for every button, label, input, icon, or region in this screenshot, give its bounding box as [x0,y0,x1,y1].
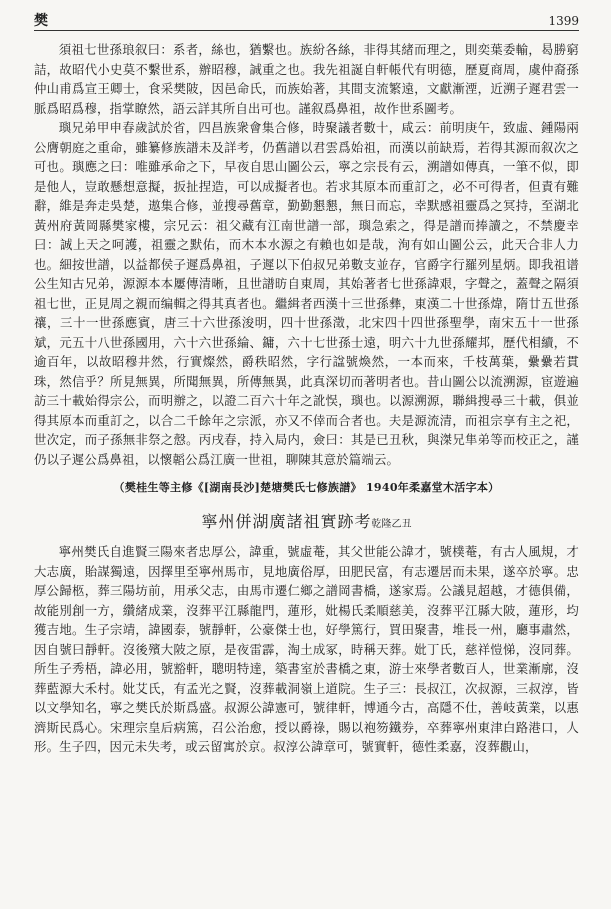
body-paragraph-1: 須祖七世孫琅叙曰：系者，絲也，猶繫也。族紛各絲，非得其緒而理之，則奕葉委輸，曷勝窮詰，故昭代小史莫不繫世系，辦昭穆，誠重之也。我先祖誕自軒帳代有明德，歷夏商周，虞仲裔孫仲山甫爲宣王卿士，食采樊陂，因邑命氏，而族始著，其間支流繁遠，文獻漸湮，近溯子遲君雲一脈爲昭爲穆，指掌瞭然，語云詳其所自出可也。謹叙爲鼻祖，故作世系圖考。 [34,42,579,116]
article-title-text: 寧州併湖廣諸祖實跡考 [201,512,372,531]
running-title: 樊 [34,13,48,29]
article-title-note: 乾隆乙丑 [371,519,412,530]
page-number: 1399 [548,14,579,28]
article-title [34,509,579,532]
article-paragraph-1: 寧州樊氏自進賢三陽來者忠厚公，諱重，號虛菴，其父世能公諱才，號樸菴，有古人風規，才大志廣，貽謀獨遠，因擇里至寧州馬市，見地廣俗厚，田肥民富，有志遷居而未果，遂卒於寧。忠厚公歸柩，葬三陽坊前，用承父志，由馬市遷仁鄉之譜岡書橋，遂家焉。公議見超越，才德俱備，故能別創一方，纘緒成業，沒葬平江縣龍門，蓮形，妣楊氏柔順慈美，沒葬平江縣大陂，蓮形，均獲吉地。生子宗靖，諱國泰，號靜軒，公豪傑士也，好學篤行，買田聚書，堆長一州，廳事肅然，因自號曰靜軒。沒後殯大陂之原，是夜雷霹，淘土成冢，時稱天葬。妣丁氏，慈祥愷悌，沒同葬。所生子秀梧，諱必用，號豁軒，聰明特達，築書室於書橋之東，游士來學者數百人，世業漸廓，沒葬藍源大禾村。妣艾氏，有孟光之賢，沒葬載洞嶺上道院。生子三：長叔江，次叔源，三叔淳，皆以文學知名，寧之樊氏於斯爲盛。叔源公諱憲可，號律軒，博通今古，高隱不仕，善岐黃業，以惠濟斯民爲心。宋理宗皇后病篤，召公治愈，授以爵祿，賜以袍笏鐵券，卒葬寧州東津白路港口，人形。生子四，因元未失考，或云留寓於京。叔淳公諱章可，號實軒，德性柔嘉，沒葬觀山， [34,544,579,754]
article-body [34,542,579,757]
page-body [34,40,579,757]
page-header [34,8,579,31]
source-citation: （樊桂生等主修《[湖南長沙]楚塘樊氏七修族譜》 1940年柔嘉堂木活字本） [113,481,500,494]
body-paragraph-2: 璵兄弟甲申春歲試於省，四昌族衆會集合修，時聚議者數十，咸云：前明庚午，致虛、鍾陽兩公膺朝庭之重命，雖纂修族譜未及詳考，仍舊譜以君雲爲始祖，而漢以前缺焉，若得其源而叙次之可也。璵應之曰：唯雖承命之下，早夜自思山圖公云，寧之宗長有云，溯譜如傳真，一筆不似，即是他人，豈敢懸想意擬，扳扯捏造，可以成擬者也。若求其原本而重訂之，必不可得者，但責有難辭，維是奔走吳楚，遨集合修，並搜尋舊章，勤勤懇懇，無日而忘，幸默感祖靈爲之冥持，至湖北黃州府黃岡縣樊家樓，宗兄云：祖父藏有江南世譜一部，璵急索之，得是譜而捧讀之，不禁慶幸曰：誠上天之呵護，祖靈之默佑，而木本水源之有賴也如是哉，洵有如山圖公云，此天合非人力也。細按世譜，以益都侯子遲爲鼻祖，子遲以下伯叔兄弟數支並存，官爵字行羅列星炳。即我祖谱公生知古兄弟，源源本本屢傳清晰，且世譜昉自東周，其始著者七世孫諱艰，字聲之，蓋聲之隔須祖七世，正見周之親而编輯之得其真者也。繼緝者西漢十三世孫彝，東漢二十世孫煒，隋廿五世孫禳，三十一世孫應賓，唐三十六世孫浚明，四十世孫澂，北宋四十四世孫聖學，南宋五十一世孫斌，元五十八世孫國用，六十六世孫綸、鏞，六十七世孫士遠，明六十九世孫耀邦，歷代相續，不逾百年，以故昭穆井然，行實燦然，爵秩昭然，字行諡號煥然，一本而來，千枝萬葉，纍纍若貫珠，然信乎？所見無異，所聞無異，所傳無異，此真深切而著明者也。昔山圖公以流溯源，宦遊遍訪三十載始得宗公，而明辦之，以證二百六十年之訛悮，璵也。以源溯源，聯緝搜尋三十載，俱並得其原本而重訂之，以合二千餘年之宗派，亦又不倖而合者也。夫是源流清，而祖宗享有主之祀，世次定，而子孫無非祭之慤。丙戌春，持入局内，僉曰：其是已丑秋，與滐兄隼弟等而校正之，謹仍以子遲公爲鼻祖，以懷韜公爲江廣一世祖，聊陳其意於篇端云。 [34,120,579,467]
